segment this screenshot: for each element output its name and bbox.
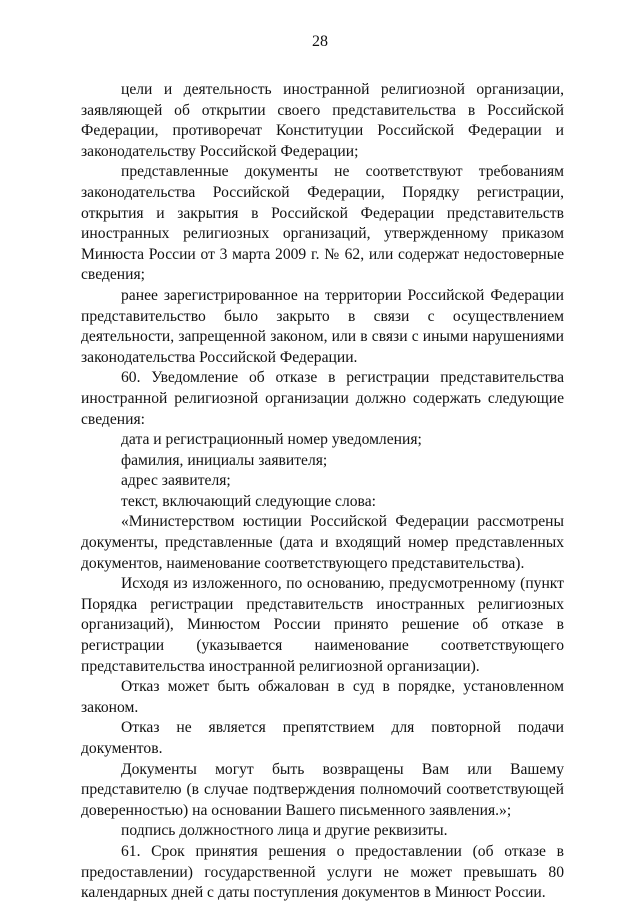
list-item-applicant-address: адрес заявителя;: [121, 472, 231, 490]
paragraph-60-refusal-notice-contents: 60. Уведомление об отказе в регистрации представительства иностранной религиозной организации должно содержать следующие сведения:: [81, 369, 564, 428]
list-item-notice-date-number: дата и регистрационный номер уведомления;: [121, 431, 422, 449]
quote-not-obstacle-resubmission: Отказ не является препятствием для повторной подачи документов.: [81, 719, 564, 757]
document-body: [81, 80, 564, 904]
paragraph-61-decision-deadline: 61. Срок принятия решения о предоставлении (об отказе в предоставлении) государственной услуги не может превышать 80 календарных дней с даты поступления документов в Минюст России.: [81, 842, 564, 902]
quote-documents-returned: Документы могут быть возвращены Вам или Вашему представителю (в случае подтверждения полномочий соответствующей доверенностью) на основании Вашего письменного заявления.»;: [81, 760, 564, 819]
paragraph-previously-closed-representation: ранее зарегистрированное на территории Российской Федерации представительство было закрыто в связи с осуществлением деятельности, запрещенной законом, или в связи с иными нарушениями законодательства Российской Федерации.: [81, 286, 564, 366]
quote-appeal-in-court: Отказ может быть обжалован в суд в порядке, установленном законом.: [81, 678, 564, 716]
page-number: 28: [312, 33, 328, 50]
list-item-applicant-name: фамилия, инициалы заявителя;: [121, 451, 328, 469]
paragraph-documents-not-compliant: представленные документы не соответствуют требованиям законодательства Российской Федерации, Порядку регистрации, открытия и закрытия в Российской Федерации представительств иностранных религиозных организаций, утвержденному приказом Минюста России от 3 марта 2009 г. № 62, или содержат недостоверные сведения;: [81, 163, 564, 284]
list-item-signature: подпись должностного лица и другие реквизиты.: [121, 822, 448, 840]
quote-decision-to-refuse: Исходя из изложенного, по основанию, предусмотренному (пункт Порядка регистрации представительств иностранных религиозных организаций), Минюстом России принято решение об отказе в регистрации (указывается наименование соответствующего представительства иностранной религиозной организации).: [81, 575, 564, 675]
paragraph-goals-contradict-constitution: цели и деятельность иностранной религиозной организации, заявляющей об открытии своего представительства в Российской Федерации, противоречат Конституции Российской Федерации и законодательству Российской Федерации;: [81, 81, 564, 160]
quote-ministry-reviewed-documents: «Министерством юстиции Российской Федерации рассмотрены документы, представленные (дата и входящий номер представленных документов, наименование соответствующего представительства).: [81, 513, 564, 572]
list-item-text-with-words: текст, включающий следующие слова:: [121, 492, 376, 510]
